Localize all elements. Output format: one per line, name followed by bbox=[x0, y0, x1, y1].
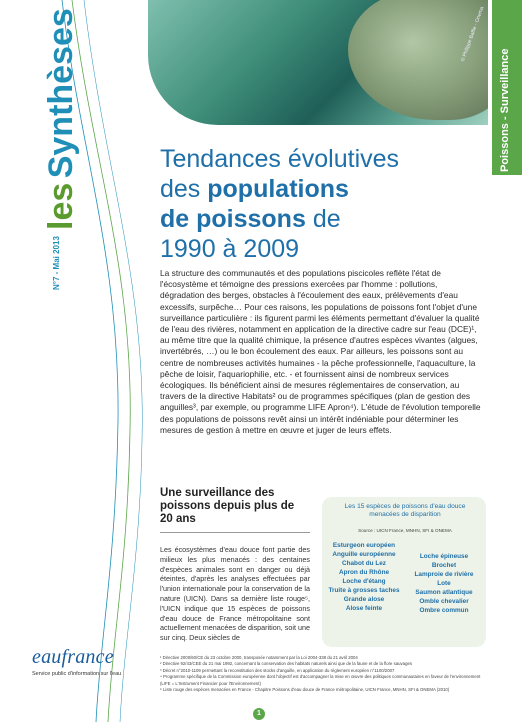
series-les: les bbox=[42, 182, 80, 230]
title-line-2 bbox=[160, 174, 480, 204]
box-title: Les 15 espèces de poissons d'eau douce menacées de disparition bbox=[344, 503, 466, 518]
species-item: Saumon atlantique bbox=[415, 589, 473, 596]
box-source: Source : UICN France, MNHN, SFI & ONEMA bbox=[358, 528, 452, 533]
species-item: Ombre commun bbox=[419, 607, 469, 614]
title-line-1: Tendances évolutives bbox=[160, 145, 400, 173]
species-item: Anguille européenne bbox=[332, 551, 396, 558]
species-column-2 bbox=[404, 552, 484, 615]
photo-credit: © Philippe Baffie - Onema bbox=[460, 6, 486, 63]
footnote: ¹ Directive 2000/60/CE du 23 octobre 2000, transposée notamment par la Loi 2004-338 du 21 avril 2004 bbox=[160, 655, 358, 660]
title-line-4: 1990 à 2009 bbox=[160, 235, 300, 263]
title-line-3-post: de bbox=[305, 205, 341, 233]
footnote: ³ Décret n°2010-1109 permettant la reconstitution des stocks d'anguille, en application du règlement européen n°1100/2007 bbox=[160, 667, 395, 673]
photo-rock bbox=[348, 0, 488, 120]
page-number: 1 bbox=[253, 708, 265, 720]
species-box bbox=[322, 497, 486, 647]
title-line-2-bold: populations bbox=[207, 175, 349, 203]
species-item: Lote bbox=[437, 580, 451, 587]
banner-label: Poissons - Surveillance bbox=[499, 48, 511, 172]
section-heading: Une surveillance des poissons depuis plus de 20 ans bbox=[160, 487, 295, 525]
footnote: ² Directive 92/43/CEE du 21 mai 1992, concernant la conservation des habitats naturels ainsi que de la faune et de la flore sauvages bbox=[160, 661, 412, 667]
species-item: Lamproie de rivière bbox=[414, 571, 474, 578]
issue-number: N°7 - Mai 2013 bbox=[52, 236, 61, 290]
footnotes bbox=[160, 655, 486, 693]
species-item: Grande alose bbox=[343, 596, 385, 603]
logo-tagline: Service public d'information sur l'eau bbox=[32, 671, 122, 677]
series-syntheses: Synthèses bbox=[42, 8, 80, 179]
section-body: Les écosystèmes d'eau douce font partie des milieux les plus menacés : des centaines d'espèces animales sont en danger ou déjà éteintes, d'après les analyses effectuées par l'union internationale pour la conservation de la nature (UICN). Dans sa dernière liste rouge⁵, l'UICN indique que 15 espèces de poissons d'eau douce de France métropolitaine sont actuellement menacées de disparition, soit une sur cinq. Deux siècles de bbox=[160, 545, 311, 643]
species-item: Loche épineuse bbox=[419, 553, 469, 560]
species-item: Loche d'étang bbox=[342, 578, 386, 585]
series-title bbox=[42, 8, 81, 230]
species-item: Apron du Rhône bbox=[338, 569, 390, 576]
species-item: Chabot du Lez bbox=[341, 560, 387, 567]
section-divider bbox=[160, 532, 310, 533]
side-banner bbox=[492, 0, 522, 722]
species-item: Esturgeon européen bbox=[332, 542, 396, 549]
intro-paragraph: La structure des communautés et des populations piscicoles reflète l'état de l'écosystème et témoigne des pressions exercées par l'homme : pollutions, dégradation des berges, obstacles à l'écoulement des eaux, prélèvements d'eau excessifs, surpêche… Pour ces raisons, les populations de poissons font l'objet d'une surveillance particulière : ils figurent parmi les éléments permettant d'évaluer la qualité de l'eau des rivières, notamment en application de la directive cadre sur l'eau (DCE)¹, au même titre que la qualité chimique, la présence d'autres espèces vivantes (algues, invertébrés, …) ou le bon écoulement des eaux. Par ailleurs, les poissons sont au centre de nombreuses activités humaines - la pêche professionnelle, l'aquaculture, la pêche de loisir, l'aquariophilie, etc. - et fournissent ainsi de nombreux services écologiques. Ils bénéficient ainsi de mesures réglementaires de conservation, au travers de la directive Habitats² ou de programmes spécifiques (plan de gestion des anguilles³, par exemple, ou programme LIFE Apron⁴). L'étude de l'évolution temporelle des populations de poissons revêt ainsi un intérêt indéniable pour déterminer les mesures de gestion à mettre en œuvre et juger de leurs effets. bbox=[160, 268, 481, 435]
footnote: ⁴ Programme spécifique de la Commission européenne dont l'objectif est d'accompagner la mise en œuvre des politiques communautaires en faveur de l'environnement (LIFE = L'Instrument Financier pour l'Environnement) bbox=[160, 674, 481, 686]
title-line-2-pre: des bbox=[160, 175, 208, 203]
species-item: Alose feinte bbox=[345, 605, 383, 612]
main-title bbox=[160, 144, 480, 264]
species-item: Omble chevalier bbox=[419, 598, 469, 605]
footnote: ⁵ Liste rouge des espèces menacées en France - Chapitre Poissons d'eau douce de France métropolitaine, UICN France, MNHN, SFI & ONEMA (2010) bbox=[160, 687, 450, 693]
title-line-3 bbox=[160, 204, 480, 234]
eaufrance-logo bbox=[32, 646, 152, 677]
species-column-1 bbox=[324, 541, 404, 613]
logo-name: eaufrance bbox=[32, 646, 114, 668]
cover-photo bbox=[148, 0, 488, 125]
species-item: Brochet bbox=[431, 562, 457, 569]
title-line-3-bold: de poissons bbox=[160, 205, 306, 233]
species-item: Truite à grosses taches bbox=[328, 587, 400, 594]
